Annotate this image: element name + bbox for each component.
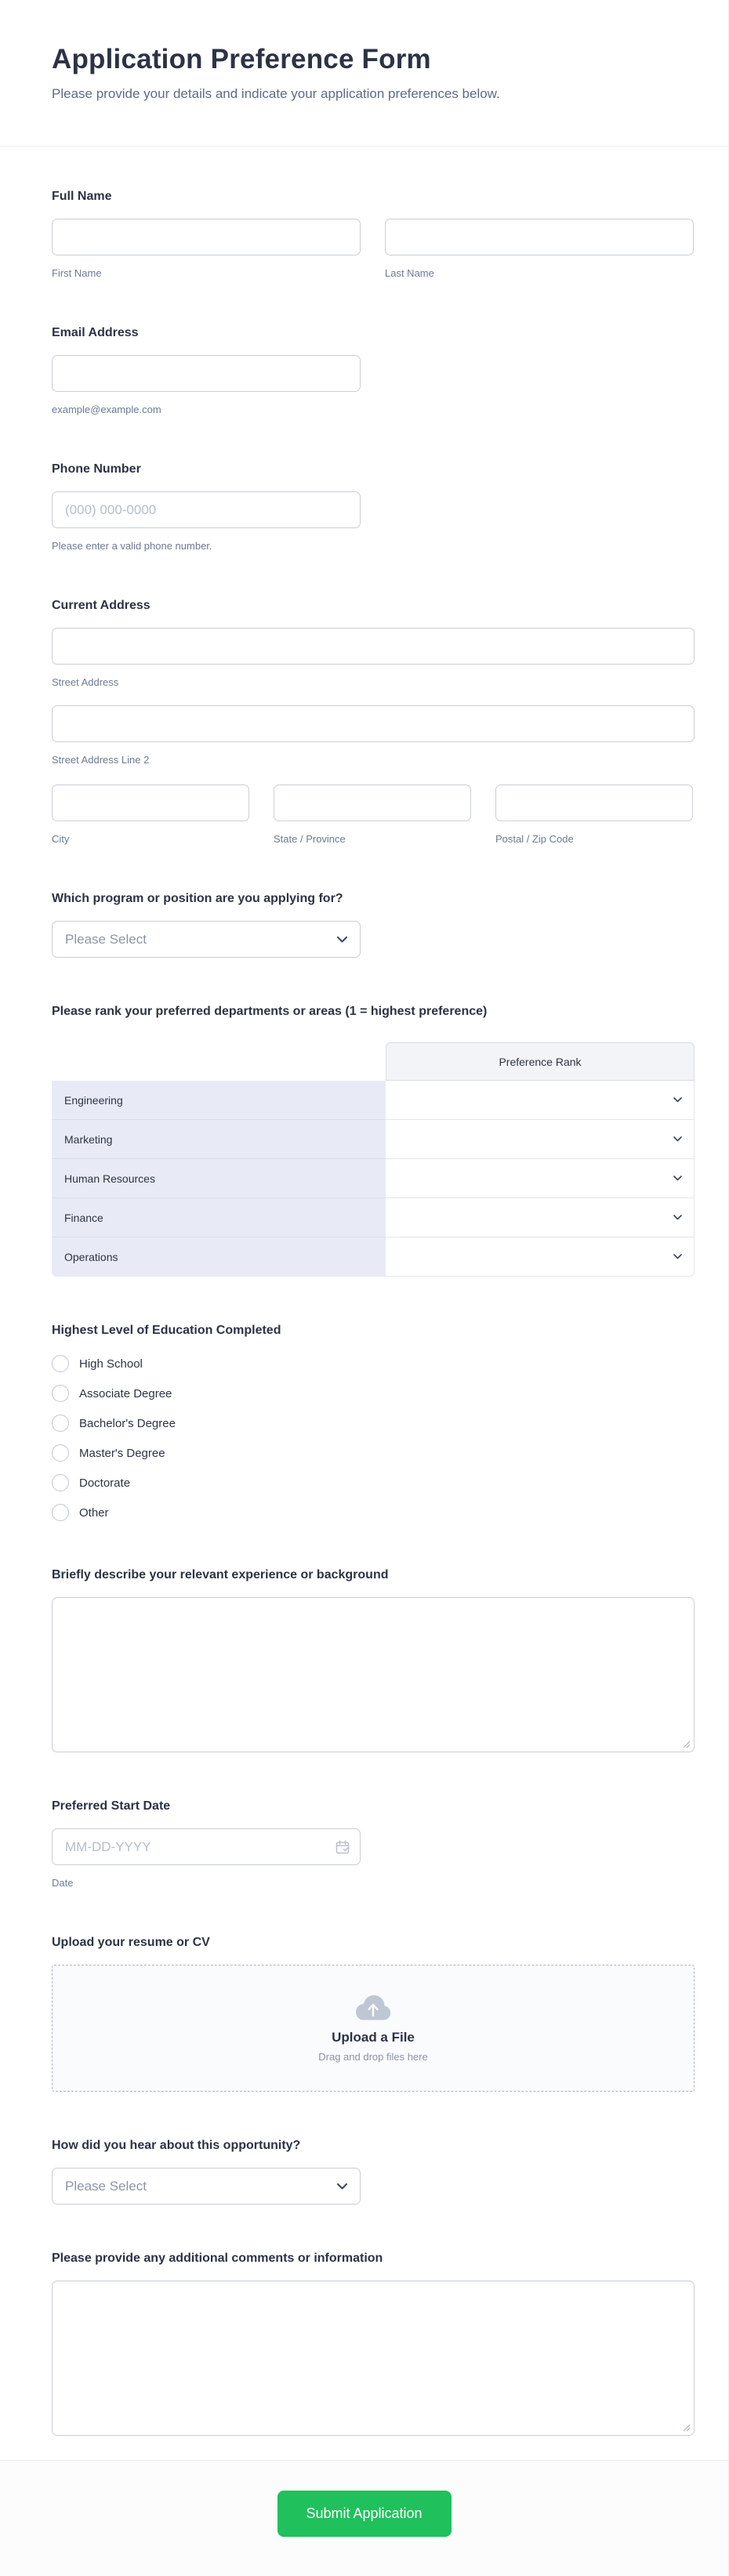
cloud-upload-icon xyxy=(354,1994,393,2023)
first-name-input[interactable] xyxy=(52,219,361,255)
program-label: Which program or position are you applying for? xyxy=(52,892,343,905)
question-referral xyxy=(52,2139,695,2205)
question-email xyxy=(52,326,695,415)
last-name-sublabel: Last Name xyxy=(385,267,434,279)
ranking-label: Please rank your preferred departments or areas (1 = highest preference) xyxy=(52,1005,488,1018)
zip-input[interactable] xyxy=(495,784,693,821)
chevron-down-icon xyxy=(673,1097,682,1103)
radio-option-high-school[interactable] xyxy=(52,1355,695,1372)
experience-textarea[interactable] xyxy=(52,1597,695,1752)
experience-label: Briefly describe your relevant experience or background xyxy=(52,1568,389,1581)
ranking-matrix xyxy=(52,1042,695,1277)
chevron-down-icon xyxy=(337,937,347,943)
comments-label: Please provide any additional comments or information xyxy=(52,2252,383,2265)
radio-label: Bachelor's Degree xyxy=(79,1416,176,1430)
radio-circle-icon[interactable] xyxy=(52,1385,69,1402)
table-row xyxy=(52,1159,695,1198)
radio-circle-icon[interactable] xyxy=(52,1504,69,1521)
question-program xyxy=(52,892,695,958)
referral-select-value: Please Select xyxy=(65,2178,147,2194)
form-footer xyxy=(0,2460,728,2576)
matrix-rank-select-engineering[interactable] xyxy=(386,1081,695,1120)
form-body xyxy=(0,147,729,2436)
radio-label: Master's Degree xyxy=(79,1446,165,1460)
question-resume-upload xyxy=(52,1936,695,2092)
table-row xyxy=(52,1081,695,1120)
question-experience xyxy=(52,1568,695,1752)
page-subtitle: Please provide your details and indicate your application preferences below. xyxy=(52,86,500,101)
street-address-input[interactable] xyxy=(52,628,695,665)
form-header xyxy=(0,0,728,147)
city-input[interactable] xyxy=(52,784,249,821)
radio-circle-icon[interactable] xyxy=(52,1444,69,1462)
matrix-rank-select-operations[interactable] xyxy=(386,1237,695,1277)
table-row xyxy=(52,1120,695,1159)
first-name-sublabel: First Name xyxy=(52,267,102,279)
resume-label: Upload your resume or CV xyxy=(52,1936,210,1949)
table-row xyxy=(52,1237,695,1277)
page-title: Application Preference Form xyxy=(52,44,431,74)
radio-option-other[interactable] xyxy=(52,1504,695,1521)
street-address-line2-input[interactable] xyxy=(52,705,695,742)
referral-select[interactable] xyxy=(52,2168,361,2205)
chevron-down-icon xyxy=(673,1215,682,1220)
upload-a-file-text: Upload a File xyxy=(332,2029,415,2045)
education-radio-group xyxy=(52,1355,695,1521)
state-input[interactable] xyxy=(274,784,471,821)
phone-label: Phone Number xyxy=(52,462,141,476)
date-input[interactable] xyxy=(52,1828,361,1865)
phone-input[interactable] xyxy=(52,491,361,528)
radio-label: Other xyxy=(79,1505,109,1520)
submit-application-button[interactable]: Submit Application xyxy=(277,2491,452,2537)
matrix-rank-select-marketing[interactable] xyxy=(386,1120,695,1159)
question-start-date xyxy=(52,1799,695,1889)
street-address-sublabel: Street Address xyxy=(52,676,119,688)
radio-circle-icon[interactable] xyxy=(52,1415,69,1432)
matrix-rank-select-human-resources[interactable] xyxy=(386,1159,695,1198)
question-comments xyxy=(52,2252,695,2436)
matrix-row-label-operations: Operations xyxy=(52,1237,386,1277)
address-label: Current Address xyxy=(52,599,151,612)
date-sublabel: Date xyxy=(52,1877,74,1889)
chevron-down-icon xyxy=(673,1254,682,1259)
program-select-value: Please Select xyxy=(65,931,147,947)
radio-option-masters-degree[interactable] xyxy=(52,1444,695,1462)
matrix-row-label-engineering: Engineering xyxy=(52,1081,386,1120)
radio-option-bachelors-degree[interactable] xyxy=(52,1415,695,1432)
question-address xyxy=(52,599,695,845)
email-sublabel: example@example.com xyxy=(52,404,161,415)
chevron-down-icon xyxy=(673,1136,682,1142)
radio-label: Doctorate xyxy=(79,1476,131,1490)
file-dropzone[interactable] xyxy=(52,1965,695,2092)
drag-drop-hint: Drag and drop files here xyxy=(318,2050,428,2063)
last-name-input[interactable] xyxy=(385,219,694,255)
radio-label: Associate Degree xyxy=(79,1386,172,1400)
education-label: Highest Level of Education Completed xyxy=(52,1324,281,1337)
street-address-line2-sublabel: Street Address Line 2 xyxy=(52,754,150,766)
chevron-down-icon xyxy=(673,1176,682,1181)
matrix-row-label-human-resources: Human Resources xyxy=(52,1159,386,1198)
question-ranking xyxy=(52,1005,695,1277)
chevron-down-icon xyxy=(337,2183,347,2190)
matrix-row-label-marketing: Marketing xyxy=(52,1120,386,1159)
matrix-header-spacer xyxy=(52,1042,386,1081)
matrix-rank-select-finance[interactable] xyxy=(386,1198,695,1237)
matrix-column-header: Preference Rank xyxy=(386,1042,695,1081)
start-date-label: Preferred Start Date xyxy=(52,1799,171,1813)
table-row xyxy=(52,1198,695,1237)
question-full-name xyxy=(52,190,695,279)
email-label: Email Address xyxy=(52,326,139,339)
program-select[interactable] xyxy=(52,921,361,958)
radio-label: High School xyxy=(79,1357,143,1371)
state-sublabel: State / Province xyxy=(274,833,346,845)
phone-sublabel: Please enter a valid phone number. xyxy=(52,540,212,552)
city-sublabel: City xyxy=(52,833,70,845)
comments-textarea[interactable] xyxy=(52,2281,695,2436)
radio-option-associate-degree[interactable] xyxy=(52,1385,695,1402)
email-input[interactable] xyxy=(52,355,361,392)
question-phone xyxy=(52,462,695,552)
matrix-row-label-finance: Finance xyxy=(52,1198,386,1237)
question-education xyxy=(52,1324,695,1521)
radio-option-doctorate[interactable] xyxy=(52,1474,695,1491)
zip-sublabel: Postal / Zip Code xyxy=(495,833,574,845)
radio-circle-icon[interactable] xyxy=(52,1474,69,1491)
referral-label: How did you hear about this opportunity? xyxy=(52,2139,301,2152)
full-name-label: Full Name xyxy=(52,190,112,203)
radio-circle-icon[interactable] xyxy=(52,1355,69,1372)
